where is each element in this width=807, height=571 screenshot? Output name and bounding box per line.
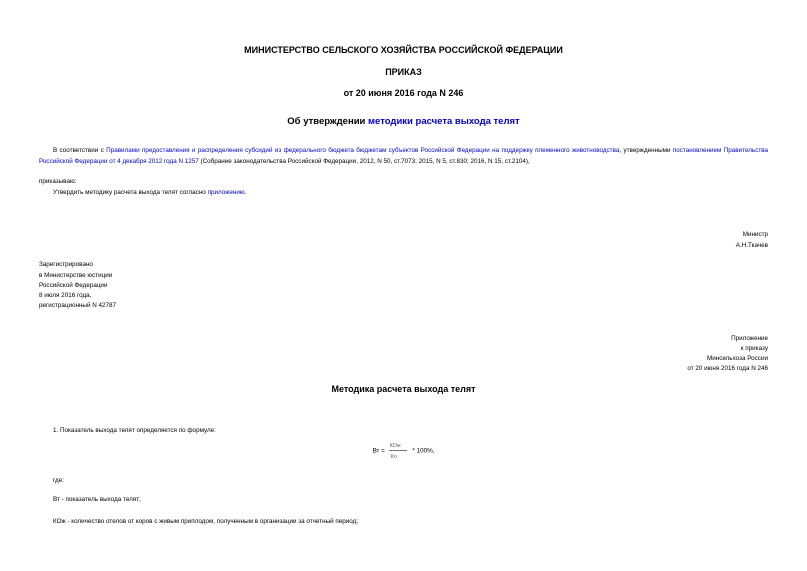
method-item-1: 1. Показатель выхода телят определяется по формуле: bbox=[53, 427, 216, 434]
appendix-line-2: к приказу bbox=[740, 345, 768, 352]
where-label: где: bbox=[53, 477, 64, 484]
registration-line-4: 8 июля 2016 года, bbox=[39, 292, 92, 299]
date-number-heading: от 20 июня 2016 года N 246 bbox=[343, 88, 464, 98]
appendix-line-4: от 20 июня 2016 года N 246 bbox=[687, 365, 768, 372]
fraction-image bbox=[387, 441, 411, 461]
registration-line-1: Зарегистрировано bbox=[39, 261, 93, 268]
fraction-bar bbox=[389, 450, 407, 451]
title-prefix: Об утверждении bbox=[287, 116, 369, 127]
registration-line-3: Российской Федерации bbox=[39, 282, 108, 289]
signature-position: Министр bbox=[742, 231, 768, 238]
definition-1: Вт - показатель выхода телят; bbox=[53, 496, 141, 503]
preamble-text-2: , утвержденными bbox=[619, 147, 673, 154]
definition-2: КОж - количество отелов от коров с живым приплодом, полученным в организации за отчетный период; bbox=[53, 518, 359, 525]
preamble-paragraph bbox=[39, 145, 768, 167]
formula bbox=[0, 441, 807, 461]
registration-line-5: регистрационный N 42787 bbox=[39, 302, 117, 309]
order-item bbox=[53, 187, 246, 198]
signature-name: А.Н.Ткачев bbox=[735, 242, 768, 249]
appendix-line-3: Минсельхоза России bbox=[706, 355, 768, 362]
title-methodology-link[interactable]: методики расчета выхода телят bbox=[368, 116, 520, 127]
order-item-text: Утвердить методику расчета выхода телят согласно bbox=[53, 189, 208, 196]
formula-numerator: КОж bbox=[389, 443, 401, 449]
order-verb: приказываю: bbox=[39, 178, 77, 185]
government-decree-link[interactable]: постановлением Правительства Российской Федерации от 4 декабря 2012 года N 1257 bbox=[39, 147, 768, 165]
doc-type-heading: ПРИКАЗ bbox=[385, 67, 422, 77]
document-title bbox=[0, 116, 807, 127]
appendix-link[interactable]: приложению bbox=[207, 189, 245, 196]
registration-line-2: в Министерстве юстиции bbox=[39, 272, 113, 279]
formula-right: * 100%, bbox=[410, 447, 435, 455]
preamble-text-1: В соответствии с bbox=[53, 147, 107, 154]
formula-left: Вт = bbox=[372, 447, 387, 455]
rules-link[interactable]: Правилами предоставления и распределения субсидий из федерального бюджета бюджетам субъектов Российской Федерации на поддержку племенного животноводства bbox=[106, 147, 620, 154]
methodology-title: Методика расчета выхода телят bbox=[331, 384, 476, 394]
order-item-end: . bbox=[244, 189, 247, 196]
ministry-heading: МИНИСТЕРСТВО СЕЛЬСКОГО ХОЗЯЙСТВА РОССИЙСКОЙ ФЕДЕРАЦИИ bbox=[244, 45, 563, 55]
formula-denominator: Ко bbox=[390, 454, 397, 460]
preamble-text-3: (Собрание законодательства Российской Федерации, 2012, N 50, ст.7073; 2015, N 5, ст.830; 2016, N 15, ст.2104), bbox=[198, 158, 530, 165]
appendix-line-1: Приложение bbox=[731, 335, 768, 342]
